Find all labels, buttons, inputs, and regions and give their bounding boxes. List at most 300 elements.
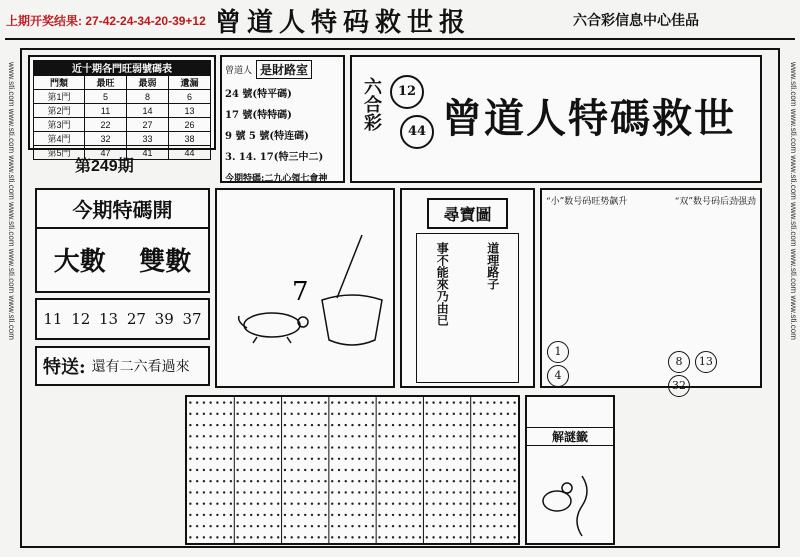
grid-dot [446,458,448,460]
grid-dot [216,536,218,538]
grid-dot [399,424,401,426]
grid-dot [500,413,502,415]
grid-dot [223,413,225,415]
grid-dot [473,525,475,527]
numbers-panel [35,298,210,340]
grid-dot [324,525,326,527]
grid-dot [412,514,414,516]
tips-line: 24 號(特平碼) [225,89,292,100]
grid-dot [500,469,502,471]
grid-dot [277,446,279,448]
grid-dot [486,480,488,482]
grid-dot [189,413,191,415]
grid-dot [412,413,414,415]
grid-dot [372,446,374,448]
grid-dot [236,514,238,516]
table-title: 近十期各門旺弱號碼表 [33,60,211,75]
grid-dot [453,502,455,504]
grid-dot [392,413,394,415]
grid-dot [236,525,238,527]
dot-grid-panel [185,395,520,545]
grid-dot [304,424,306,426]
seven-mark: 7 [292,277,309,307]
grid-dot [513,458,515,460]
grid-dot [351,469,353,471]
grid-dot [209,458,211,460]
grid-dot [338,469,340,471]
grid-dot [243,480,245,482]
trend-circle: 13 [695,351,717,373]
grid-dot [480,514,482,516]
grid-dot [378,502,380,504]
grid-dot [304,458,306,460]
grid-dot [459,525,461,527]
grid-dot [480,502,482,504]
grid-dot [250,458,252,460]
grid-dot [223,424,225,426]
grid-dot [345,446,347,448]
grid-dot [230,514,232,516]
grid-dot [250,401,252,403]
grid-dot [405,435,407,437]
grid-dot [216,401,218,403]
grid-dot [432,480,434,482]
grid-dot [351,480,353,482]
grid-dot [284,469,286,471]
left-strip: www.sti.com www.sti.com www.sti.com www.sti.com www.sti.com www.sti.com [7,62,16,340]
grid-dot [459,514,461,516]
grid-dot [230,458,232,460]
grid-dot [196,536,198,538]
grid-dot [486,491,488,493]
grid-dot [392,514,394,516]
grid-dot [284,536,286,538]
grid-dot [270,491,272,493]
grid-dot [365,514,367,516]
grid-dot [419,424,421,426]
illustration [217,190,393,386]
grid-dot [419,446,421,448]
grid-dot [257,435,259,437]
grid-dot [230,502,232,504]
grid-dot [486,446,488,448]
trend-circle: 32 [668,375,690,397]
grid-dot [331,480,333,482]
grid-dot [189,458,191,460]
grid-dot [378,514,380,516]
grid-dot [426,435,428,437]
grid-dot [507,413,509,415]
grid-dot [466,469,468,471]
grid-dot [351,491,353,493]
grid-dot [318,536,320,538]
grid-dot [453,480,455,482]
grid-dot [453,491,455,493]
grid-dot [203,446,205,448]
grid-dot [392,435,394,437]
grid-dot [399,401,401,403]
grid-dot [351,446,353,448]
grid-dot [209,491,211,493]
grid-dot [446,401,448,403]
grid-dot [318,413,320,415]
grid-dot [284,491,286,493]
grid-dot [453,536,455,538]
grid-dot [338,435,340,437]
grid-dot [284,525,286,527]
grid-dot [365,413,367,415]
grid-dot [351,525,353,527]
grid-dot [324,491,326,493]
grid-dot [480,446,482,448]
grid-dot [250,435,252,437]
grid-dot [399,491,401,493]
grid-dot [223,536,225,538]
gift-text: 還有二六看過來 [91,359,190,375]
grid-dot [378,413,380,415]
grid-dot [405,525,407,527]
grid-dot [432,525,434,527]
grid-dot [493,413,495,415]
grid-dot [480,536,482,538]
grid-dot [270,469,272,471]
grid-dot [223,525,225,527]
grid-dot [291,502,293,504]
grid-dot [318,446,320,448]
grid-dot [263,435,265,437]
grid-dot [513,469,515,471]
grid-dot [507,480,509,482]
grid-dot [311,413,313,415]
grid-dot [277,458,279,460]
grid-dot [486,424,488,426]
grid-dot [446,413,448,415]
grid-dot [338,502,340,504]
grid-dot [243,502,245,504]
grid-dot [230,413,232,415]
grid-dot [284,401,286,403]
grid-dot [446,491,448,493]
grid-dot [466,514,468,516]
grid-dot [216,491,218,493]
grid-dot [513,491,515,493]
grid-dot [513,435,515,437]
grid-dot [385,435,387,437]
grid-dot [297,413,299,415]
grid-dot [216,469,218,471]
grid-dot [196,435,198,437]
grid-dot [459,458,461,460]
grid-dot [412,401,414,403]
grid-dot [446,514,448,516]
grid-dot [351,514,353,516]
grid-dot [399,514,401,516]
grid-dot [270,458,272,460]
trend-panel [540,188,762,392]
grid-dot [223,458,225,460]
gift-panel [35,346,210,386]
grid-dot [405,469,407,471]
table-row: 第2門 11 14 13 [34,104,211,118]
grid-dot [196,514,198,516]
gift-label: 特送: [43,357,86,378]
grid-dot [311,525,313,527]
grid-dot [405,502,407,504]
grid-dot [351,458,353,460]
grid-dot [216,480,218,482]
grid-dot [378,446,380,448]
grid-dot [236,491,238,493]
grid-dot [196,401,198,403]
grid-dot [459,469,461,471]
grid-dot [500,491,502,493]
grid-dot [263,491,265,493]
grid-dot [466,435,468,437]
grid-dot [304,446,306,448]
grid-dot [318,502,320,504]
grid-dot [263,424,265,426]
grid-dot [331,435,333,437]
grid-dot [453,525,455,527]
grid-dot [291,424,293,426]
grid-dot [412,480,414,482]
grid-dot [378,435,380,437]
grid-dot [189,435,191,437]
grid-dot [216,502,218,504]
tips-panel [220,55,345,183]
grid-dot [405,514,407,516]
grid-dot [257,491,259,493]
grid-dot [311,502,313,504]
number-item: 13 [99,310,119,328]
grid-dot [324,413,326,415]
grid-dot [345,435,347,437]
grid-dot [405,413,407,415]
grid-dot [304,491,306,493]
grid-dot [196,446,198,448]
grid-dot [257,401,259,403]
grid-dot [324,435,326,437]
number-item: 11 [43,310,63,328]
turtle-icon [239,313,308,343]
grid-dot [331,446,333,448]
number-item: 27 [126,310,146,328]
grid-dot [304,401,306,403]
grid-dot [209,502,211,504]
grid-dot [338,458,340,460]
grid-dot [297,435,299,437]
grid-dot [311,514,313,516]
grid-dot [351,413,353,415]
grid-dot [284,446,286,448]
grid-dot [453,435,455,437]
table-row: 第4門 32 33 38 [34,132,211,146]
grid-dot [493,480,495,482]
banner-ball-2: 44 [400,115,434,149]
grid-dot [459,446,461,448]
grid-dot [500,480,502,482]
grid-dot [209,536,211,538]
grid-dot [365,469,367,471]
grid-dot [318,491,320,493]
grid-dot [459,401,461,403]
grid-dot [331,491,333,493]
grid-dot [358,424,360,426]
table-row: 第5門 47 41 44 [34,146,211,160]
grid-dot [419,502,421,504]
grid-dot [372,435,374,437]
grid-dot [459,491,461,493]
grid-dot [513,480,515,482]
grid-dot [216,435,218,437]
grid-dot [480,480,482,482]
grid-dot [426,413,428,415]
grid-dot [263,401,265,403]
grid-dot [257,536,259,538]
grid-dot [473,435,475,437]
grid-dot [304,525,306,527]
grid-dot [338,480,340,482]
grid-dot [493,401,495,403]
hot-cold-table [33,75,211,160]
grid-dot [392,458,394,460]
grid-dot [263,514,265,516]
grid-dot [216,413,218,415]
grid-dot [513,514,515,516]
grid-dot [311,491,313,493]
grid-dot [304,514,306,516]
grid-dot [284,435,286,437]
grid-dot [399,469,401,471]
grid-dot [324,469,326,471]
newspaper-title: 曾道人特码救世报 [215,8,472,38]
grid-dot [412,469,414,471]
grid-dot [399,502,401,504]
grid-dot [419,525,421,527]
grid-dot [284,480,286,482]
grid-dot [412,458,414,460]
grid-dot [486,525,488,527]
grid-dot [270,446,272,448]
grid-dot [250,446,252,448]
grid-dot [446,424,448,426]
grid-dot [277,525,279,527]
grid-dot [189,446,191,448]
grid-dot [243,424,245,426]
grid-dot [257,502,259,504]
grid-dot [392,446,394,448]
grid-dot [507,536,509,538]
grid-dot [304,435,306,437]
trend-circle: 1 [547,341,569,363]
grid-dot [392,491,394,493]
tips-author: 曾道人 [225,66,253,76]
grid-dot [365,525,367,527]
grid-dot [385,514,387,516]
grid-dot [331,469,333,471]
grid-dot [399,480,401,482]
grid-dot [426,401,428,403]
grid-dot [345,525,347,527]
grid-dot [392,536,394,538]
grid-dot [453,446,455,448]
grid-dot [412,424,414,426]
grid-dot [358,435,360,437]
grid-dot [453,469,455,471]
grid-dot [500,424,502,426]
grid-dot [203,458,205,460]
grid-dot [236,502,238,504]
grid-dot [426,458,428,460]
grid-dot [507,446,509,448]
grid-dot [385,458,387,460]
grid-dot [507,458,509,460]
grid-dot [473,458,475,460]
tips-footer: 今期特碼:二九心領七會神 [225,174,328,184]
grid-dot [203,525,205,527]
number-item: 39 [154,310,174,328]
grid-dot [311,446,313,448]
treasure-title: 尋寶圖 [427,198,508,229]
grid-dot [338,401,340,403]
grid-dot [432,435,434,437]
grid-dot [250,536,252,538]
grid-dot [507,401,509,403]
grid-dot [392,480,394,482]
grid-dot [250,502,252,504]
grid-dot [230,536,232,538]
grid-dot [345,424,347,426]
grid-dot [230,435,232,437]
grid-dot [304,469,306,471]
grid-dot [500,502,502,504]
last-result-numbers: 27-42-24-34-20-39+12 [85,14,206,28]
grid-dot [439,480,441,482]
grid-dot [459,480,461,482]
grid-dot [493,424,495,426]
grid-dot [439,536,441,538]
grid-dot [446,446,448,448]
grid-dot [513,446,515,448]
grid-dot [345,536,347,538]
tips-line: 3. 14. 17(特三中二) [225,152,324,163]
grid-dot [257,413,259,415]
grid-dot [297,525,299,527]
grid-dot [466,480,468,482]
grid-dot [331,502,333,504]
grid-dot [243,435,245,437]
grid-dot [243,446,245,448]
grid-dot [426,536,428,538]
grid-dot [507,514,509,516]
grid-dot [345,458,347,460]
grid-dot [466,413,468,415]
grid-dot [318,458,320,460]
grid-dot [209,446,211,448]
grid-dot [405,401,407,403]
grid-dot [297,446,299,448]
grid-dot [493,536,495,538]
grid-dot [270,401,272,403]
grid-dot [459,424,461,426]
grid-dot [297,480,299,482]
grid-dot [331,525,333,527]
grid-dot [331,536,333,538]
grid-dot [263,502,265,504]
grid-dot [507,424,509,426]
grid-dot [311,469,313,471]
grid-dot [419,480,421,482]
